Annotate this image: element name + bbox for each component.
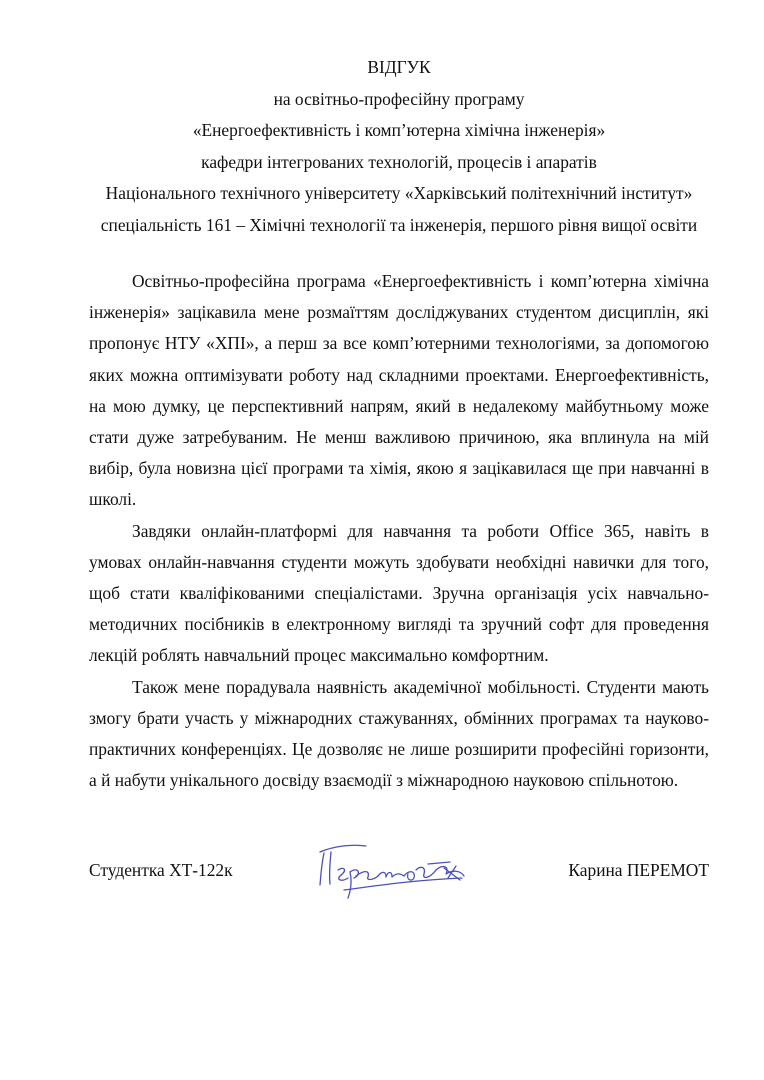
header-line-department: кафедри інтегрованих технологій, процесів і апаратів xyxy=(201,151,597,172)
document-title: ВІДГУК xyxy=(367,57,431,77)
signer-name: Карина ПЕРЕМОТ xyxy=(568,860,709,880)
document-page xyxy=(89,52,709,796)
paragraph: Освітньо-професійна програма «Енергоефективність і комп’ютерна хімічна інженерія» зацікавила мене розмаїттям досліджуваних студентом дисциплін, які пропонує НТУ «ХПІ», а перш за все комп’ютерними технологіями, за допомогою яких можна оптимізувати роботу над складними проектами. Енергоефективність, на мою думку, це перспективний напрям, який в недалекому майбутньому може стати дуже затребуваним. Не менш важливою причиною, яка вплинула на мій вибір, була новизна цієї програми та хімія, якою я зацікавилася ще при навчанні в школі. xyxy=(89,271,709,510)
signer-position: Студентка ХТ-122к xyxy=(89,860,233,880)
header-line-program-type: на освітньо-професійну програму xyxy=(273,88,525,109)
paragraph: Завдяки онлайн-платформі для навчання та роботи Office 365, навіть в умовах онлайн-навчання студенти можуть здобувати необхідні навички для того, щоб стати кваліфікованими спеціалістами. Зручна організація усіх навчально-методичних посібників в електронному вигляді та зручний софт для проведення лекцій роблять навчальний процес максимально комфортним. xyxy=(89,520,709,666)
document-body xyxy=(89,266,709,796)
header-line-university: Національного технічного університету «Харківський політехнічний інститут» xyxy=(105,183,693,203)
header-line-program-name: «Енергоефективність і комп’ютерна хімічна інженерія» xyxy=(192,120,606,140)
handwritten-signature-icon xyxy=(304,840,479,902)
header-line-specialty: спеціальність 161 – Хімічні технології та інженерія, першого рівня вищої освіти xyxy=(100,214,698,235)
paragraph: Також мене порадувала наявність академічної мобільності. Студенти мають змогу брати участь у міжнародних стажуваннях, обмінних програмах та науково-практичних конференціях. Це дозволяє не лише розширити професійні горизонти, а й набути унікального досвіду взаємодії з міжнародною науковою спільнотою. xyxy=(89,676,709,791)
document-header xyxy=(89,52,709,241)
signature-block xyxy=(89,858,709,890)
